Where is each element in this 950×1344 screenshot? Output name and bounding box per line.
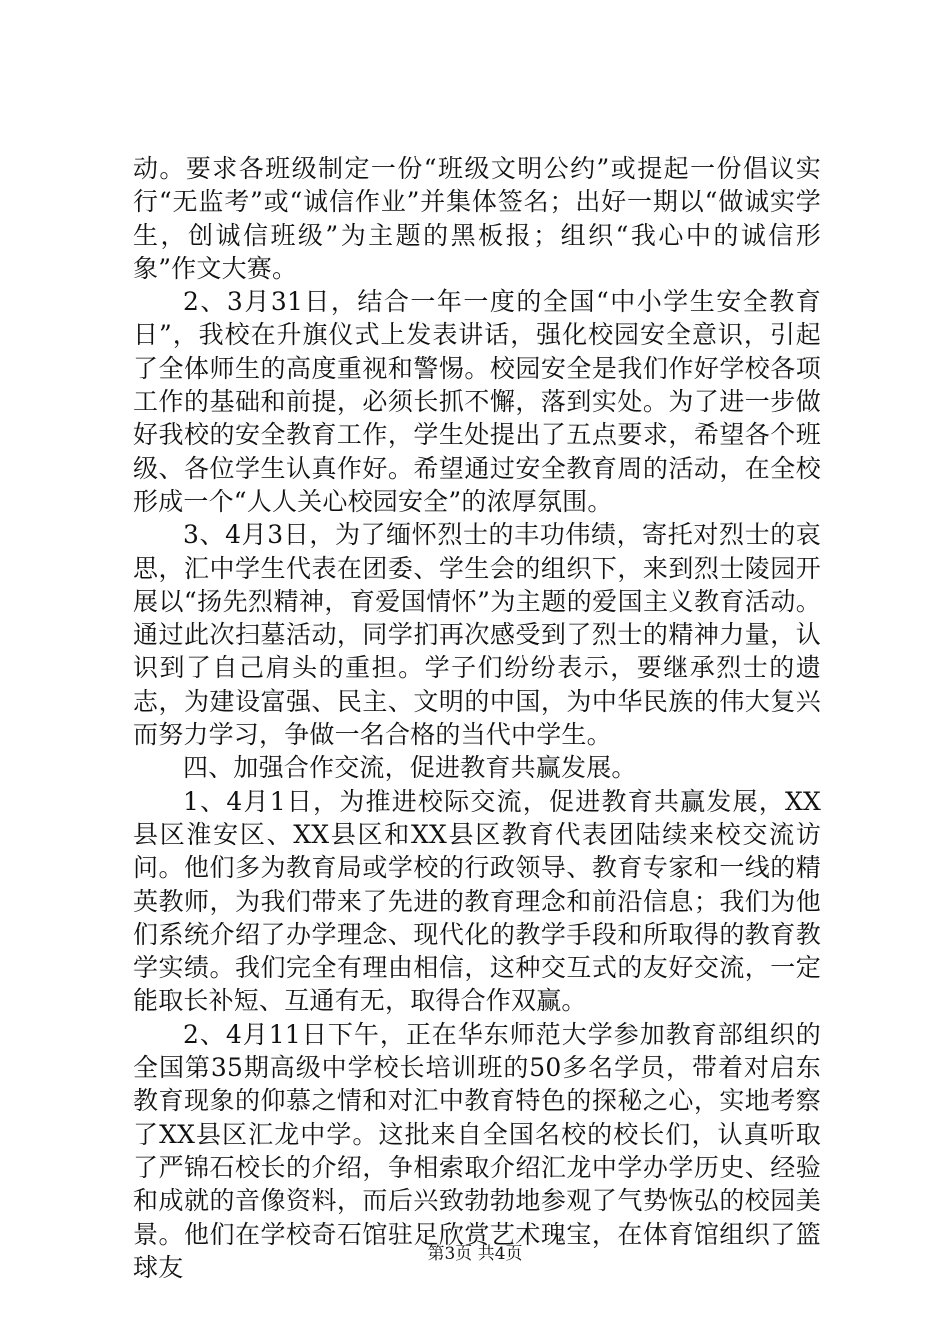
page-number: 第3页 共4页: [427, 1244, 523, 1264]
paragraph-2: 2、3月31日，结合一年一度的全国“中小学生安全教育日”，我校在升旗仪式上发表讲话，强化校园安全意识，引起了全体师生的高度重视和警惕。校园安全是我们作好学校各项工作的基础和前提，必须长抓不懈，落到实处。为了进一步做好我校的安全教育工作，学生处提出了五点要求，希望各个班级、各位学生认真作好。希望通过安全教育周的活动，在全校形成一个“人人关心校园安全”的浓厚氛围。: [133, 287, 821, 516]
document-body: [133, 152, 821, 1284]
paragraph-3: 3、4月3日，为了缅怀烈士的丰功伟绩，寄托对烈士的哀思，汇中学生代表在团委、学生会的组织下，来到烈士陵园开展以“扬先烈精神，育爱国情怀”为主题的爱国主义教育活动。通过此次扫墓活动，同学扪再次感受到了烈士的精神力量，认识到了自己肩头的重担。学子们纷纷表示，要继承烈士的遗志，为建设富强、民主、文明的中国，为中华民族的伟大复兴而努力学习，争做一名合格的当代中学生。: [133, 520, 821, 750]
page-footer: [0, 1243, 950, 1265]
paragraph-5: 1、4月1日，为推进校际交流，促进教育共赢发展，XX县区淮安区、XX县区和XX县区教育代表团陆续来校交流访问。他们多为教育局或学校的行政领导、教育专家和一线的精英教师，为我们带来了先进的教育理念和前沿信息；我们为他们系统介绍了办学理念、现代化的教学手段和所取得的教育教学实绩。我们完全有理由相信，这种交互式的友好交流，一定能取长补短、互通有无，取得合作双赢。: [133, 786, 821, 1016]
paragraph-1: 动。要求各班级制定一份“班级文明公约”或提起一份倡议实行“无监考”或“诚信作业”并集体签名；出好一期以“做诚实学生，创诚信班级”为主题的黑板报；组织“我心中的诚信形象”作文大赛。: [133, 154, 821, 283]
paragraph-6: 2、4月11日下午，正在华东师范大学参加教育部组织的全国第35期高级中学校长培训班的50多名学员，带着对启东教育现象的仰慕之情和对汇中教育特色的探秘之心，实地考察了XX县区汇龙中学。这批来自全国名校的校长们，认真听取了严锦石校长的介绍，争相索取介绍汇龙中学办学历史、经验和成就的音像资料，而后兴致勃勃地参观了气势恢弘的校园美景。他们在学校奇石馆驻足欣赏艺术瑰宝，在体育馆组织了篮球友: [133, 1019, 821, 1282]
section-heading-4: 四、加强合作交流，促进教育共赢发展。: [183, 753, 637, 783]
